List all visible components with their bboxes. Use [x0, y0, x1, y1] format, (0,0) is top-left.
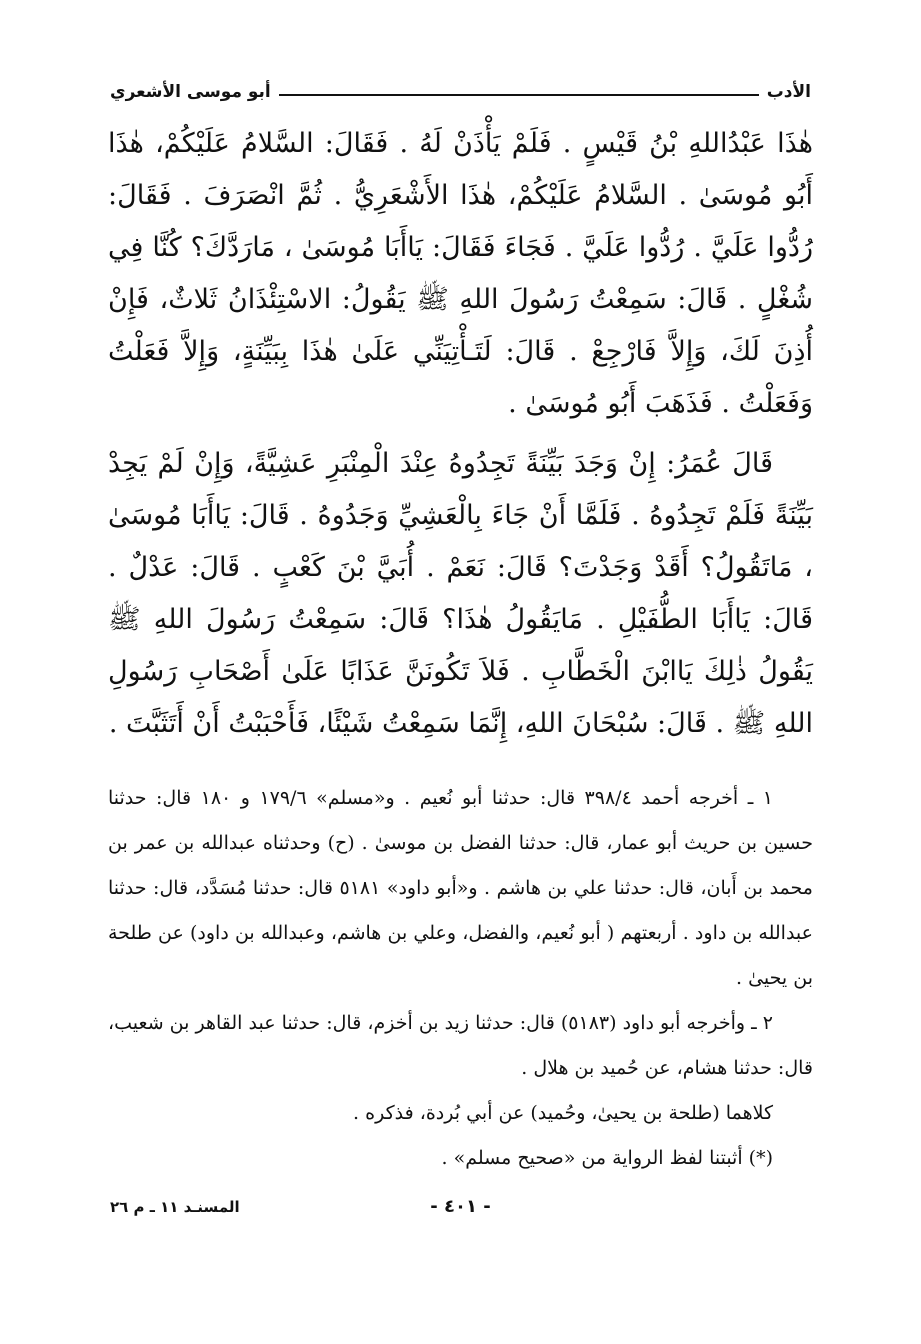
section-title: أبو موسى الأشعري	[110, 82, 271, 102]
running-header	[110, 72, 811, 102]
footnote: (*) أثبتنا لفظ الرواية من «صحيح مسلم» .	[441, 1147, 773, 1169]
footnote: ٢ ـ وأخرجه أبو داود (٥١٨٣) قال: حدثنا زيد بن أخزم، قال: حدثنا عبد القاهر بن شعيب، قال: حدثنا هشام، عن حُميد بن هلال .	[108, 1012, 813, 1079]
page-footer	[110, 1196, 811, 1226]
page-number: - ٤٠١ -	[430, 1196, 491, 1217]
hadith-paragraph: قَالَ عُمَرُ: إِنْ وَجَدَ بَيِّنَةً تَجِدُوهُ عِنْدَ الْمِنْبَرِ عَشِيَّةً، وَإِنْ لَمْ يَجِدْ بَيِّنَةً فَلَمْ تَجِدُوهُ . فَلَمَّا أَنْ جَاءَ بِالْعَشِيِّ وَجَدُوهُ . قَالَ: يَاأَبَا مُوسَىٰ ، مَاتَقُولُ؟ أَقَدْ وَجَدْتَ؟ قَالَ: نَعَمْ . أُبَيَّ بْنَ كَعْبٍ . قَالَ: عَدْلٌ . قَالَ: يَاأَبَا الطُّفَيْلِ . مَايَقُولُ هٰذَا؟ قَالَ: سَمِعْتُ رَسُولَ اللهِ ﷺ يَقُولُ ذٰلِكَ يَاابْنَ الْخَطَّابِ . فَلاَ تَكُونَنَّ عَذَابًا عَلَىٰ أَصْحَابِ رَسُولِ اللهِ ﷺ . قَالَ: سُبْحَانَ اللهِ، إِنَّمَا سَمِعْتُ شَيْئًا، فَأَحْبَبْتُ أَنْ أَتَثَبَّتَ .	[108, 448, 813, 739]
footnote: ١ ـ أخرجه أحمد ٣٩٨/٤ قال: حدثنا أبو نُعيم . و«مسلم» ١٧٩/٦ و ١٨٠ قال: حدثنا حسين بن حريث أبو عمار، قال: حدثنا الفضل بن موسىٰ . (ح) وحدثناه عبدالله بن عمر بن محمد بن أَبان، قال: حدثنا علي بن هاشم . و«أبو داود» ٥١٨١ قال: حدثنا مُسَدَّد، قال: حدثنا عبدالله بن داود . أربعتهم ( أبو نُعيم، والفضل، وعلي بن هاشم، وعبدالله بن داود) عن طلحة بن يحيىٰ .	[108, 787, 813, 989]
hadith-text	[108, 118, 813, 750]
footnote: كلاهما (طلحة بن يحيىٰ، وحُميد) عن أبي بُردة، فذكره .	[353, 1102, 773, 1124]
hadith-paragraph: هٰذَا عَبْدُاللهِ بْنُ قَيْسٍ . فَلَمْ يَأْذَنْ لَهُ . فَقَالَ: السَّلامُ عَلَيْكُمْ، هٰذَا أَبُو مُوسَىٰ . السَّلامُ عَلَيْكُمْ، هٰذَا الأَشْعَرِيُّ . ثُمَّ انْصَرَفَ . فَقَالَ: رُدُّوا عَلَيَّ . رُدُّوا عَلَيَّ . فَجَاءَ فَقَالَ: يَاأَبَا مُوسَىٰ ، مَارَدَّكَ؟ كُنَّا فِي شُغْلٍ . قَالَ: سَمِعْتُ رَسُولَ اللهِ ﷺ يَقُولُ: الاسْتِئْذَانُ ثَلاثٌ، فَإِنْ أُذِنَ لَكَ، وَإِلاَّ فَارْجِعْ . قَالَ: لَتَـأْتِيَنِّي عَلَىٰ هٰذَا بِبَيِّنَةٍ، وَإِلاَّ فَعَلْتُ وَفَعَلْتُ . فَذَهَبَ أَبُو مُوسَىٰ .	[108, 128, 813, 419]
chapter-title: الأدب	[766, 82, 811, 102]
header-rule	[279, 94, 759, 96]
volume-signature: المسنـد ١١ ـ م ٢٦	[110, 1198, 240, 1216]
footnotes	[108, 776, 813, 1181]
